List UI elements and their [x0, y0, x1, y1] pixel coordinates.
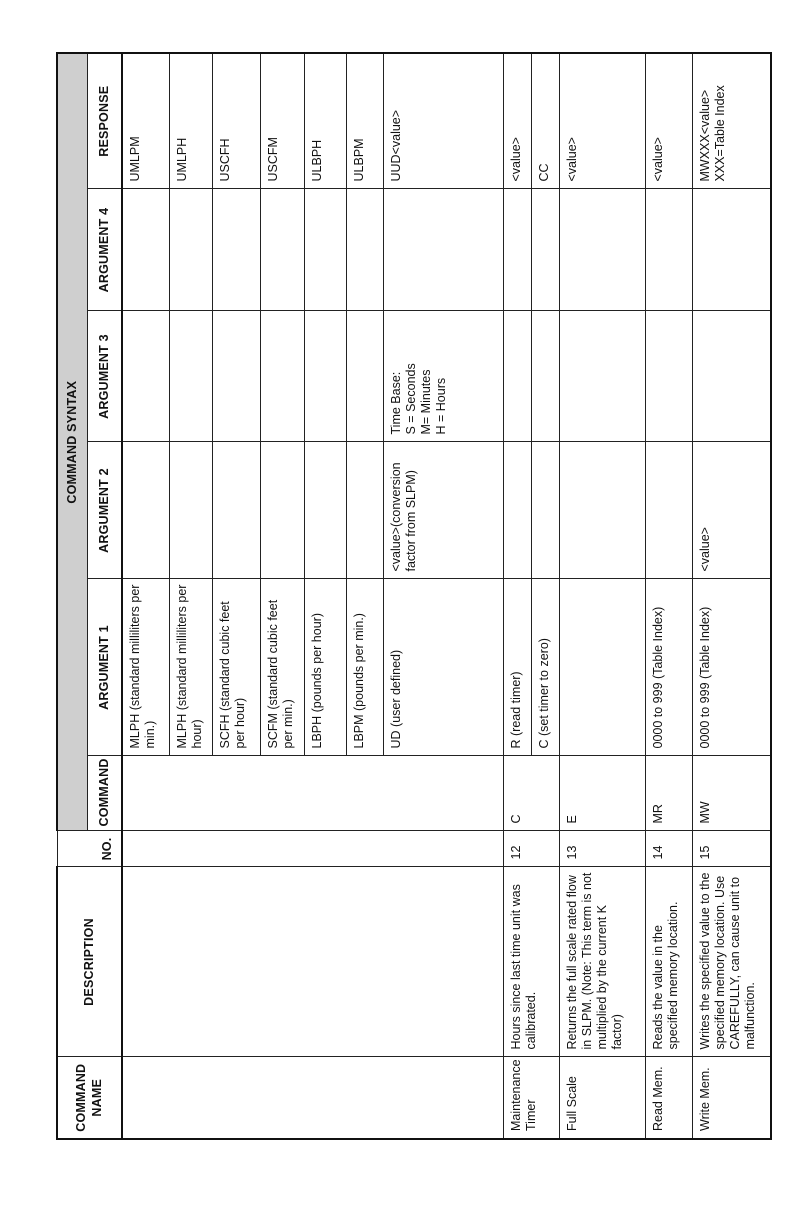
- no-cell: 13: [559, 831, 645, 867]
- response-cell: <value>: [559, 53, 645, 189]
- argument4-cell: [645, 189, 692, 311]
- argument1-cell: LBPH (pounds per hour): [304, 579, 346, 756]
- argument3-cell: [503, 311, 531, 442]
- header-argument2: ARGUMENT 2: [87, 442, 122, 579]
- argument1-cell: R (read timer): [503, 579, 531, 756]
- argument1-cell: SCFM (standard cubic feet per min.): [260, 579, 304, 756]
- header-no: NO.: [57, 831, 122, 867]
- argument1-cell: C (set timer to zero): [531, 579, 559, 756]
- description-cell: Hours since last time unit was calibrated.: [503, 867, 559, 1057]
- unit-command-cell: [122, 756, 503, 831]
- command-cell: MW: [692, 756, 771, 831]
- response-cell: ULBPM: [346, 53, 383, 189]
- argument1-cell: UD (user defined): [383, 579, 503, 756]
- argument4-cell: [692, 189, 771, 311]
- table-row: [503, 53, 531, 1139]
- unit-no-cell: [122, 831, 503, 867]
- command-cell: E: [559, 756, 645, 831]
- argument4-cell: [383, 189, 503, 311]
- argument1-cell: [559, 579, 645, 756]
- argument2-cell: <value>(conversion factor from SLPM): [383, 442, 503, 579]
- argument1-cell: 0000 to 999 (Table Index): [692, 579, 771, 756]
- response-cell: ULBPH: [304, 53, 346, 189]
- argument4-cell: [304, 189, 346, 311]
- argument2-cell: [122, 442, 169, 579]
- rotated-page: [56, 54, 765, 1140]
- response-cell: <value>: [503, 53, 531, 189]
- table-row: [122, 53, 169, 1139]
- table-row: [645, 53, 692, 1139]
- argument2-cell: [645, 442, 692, 579]
- description-cell: Returns the full scale rated flow in SLPM. (Note: This term is not multiplied by the current K factor): [559, 867, 645, 1057]
- header-argument3: ARGUMENT 3: [87, 311, 122, 442]
- description-cell: Writes the specified value to the specified memory location. Use CAREFULLY, can cause unit to malfunction.: [692, 867, 771, 1057]
- response-cell: UUD<value>: [383, 53, 503, 189]
- header-command-name: COMMAND NAME: [57, 1057, 122, 1139]
- argument4-cell: [531, 189, 559, 311]
- table-row: [559, 53, 645, 1139]
- no-cell: 14: [645, 831, 692, 867]
- argument4-cell: [212, 189, 260, 311]
- no-cell: 12: [503, 831, 559, 867]
- argument1-cell: 0000 to 999 (Table Index): [645, 579, 692, 756]
- response-cell: UMLPM: [122, 53, 169, 189]
- argument3-cell: [531, 311, 559, 442]
- header-description: DESCRIPTION: [57, 867, 122, 1057]
- argument2-cell: [304, 442, 346, 579]
- argument1-cell: LBPM (pounds per min.): [346, 579, 383, 756]
- command-name-cell: Maintenance Timer: [503, 1057, 559, 1139]
- command-name-cell: Full Scale: [559, 1057, 645, 1139]
- argument3-cell: [346, 311, 383, 442]
- argument4-cell: [169, 189, 212, 311]
- response-cell: USCFM: [260, 53, 304, 189]
- header-argument4: ARGUMENT 4: [87, 189, 122, 311]
- argument2-cell: [212, 442, 260, 579]
- argument2-cell: [503, 442, 531, 579]
- command-name-cell: Write Mem.: [692, 1057, 771, 1139]
- argument3-cell: [122, 311, 169, 442]
- command-cell: MR: [645, 756, 692, 831]
- unit-description-cell: [122, 867, 503, 1057]
- argument3-cell: [304, 311, 346, 442]
- argument4-cell: [122, 189, 169, 311]
- argument3-cell: [645, 311, 692, 442]
- table-row: [692, 53, 771, 1139]
- description-cell: Reads the value in the specified memory location.: [645, 867, 692, 1057]
- argument1-cell: MLPH (standard milliliters per min.): [122, 579, 169, 756]
- response-cell: MWXXX<value> XXX=Table Index: [692, 53, 771, 189]
- argument2-cell: [559, 442, 645, 579]
- argument4-cell: [260, 189, 304, 311]
- argument3-cell: [559, 311, 645, 442]
- argument4-cell: [559, 189, 645, 311]
- command-table: [56, 52, 772, 1140]
- header-argument1: ARGUMENT 1: [87, 579, 122, 756]
- argument4-cell: [503, 189, 531, 311]
- command-name-cell: Read Mem.: [645, 1057, 692, 1139]
- argument3-cell: [169, 311, 212, 442]
- argument2-cell: [346, 442, 383, 579]
- argument3-cell: Time Base: S = Seconds M= Minutes H = Hours: [383, 311, 503, 442]
- argument2-cell: [169, 442, 212, 579]
- argument3-cell: [260, 311, 304, 442]
- argument3-cell: [692, 311, 771, 442]
- unit-name-cell: [122, 1057, 503, 1139]
- header-command: COMMAND: [87, 756, 122, 831]
- argument2-cell: <value>: [692, 442, 771, 579]
- response-cell: UMLPH: [169, 53, 212, 189]
- argument1-cell: SCFH (standard cubic feet per hour): [212, 579, 260, 756]
- header-response: RESPONSE: [87, 53, 122, 189]
- response-cell: CC: [531, 53, 559, 189]
- argument2-cell: [260, 442, 304, 579]
- header-command-syntax: COMMAND SYNTAX: [57, 53, 87, 831]
- response-cell: USCFH: [212, 53, 260, 189]
- argument1-cell: MLPH (standard milliliters per hour): [169, 579, 212, 756]
- no-cell: 15: [692, 831, 771, 867]
- command-cell: C: [503, 756, 559, 831]
- argument3-cell: [212, 311, 260, 442]
- argument2-cell: [531, 442, 559, 579]
- response-cell: <value>: [645, 53, 692, 189]
- argument4-cell: [346, 189, 383, 311]
